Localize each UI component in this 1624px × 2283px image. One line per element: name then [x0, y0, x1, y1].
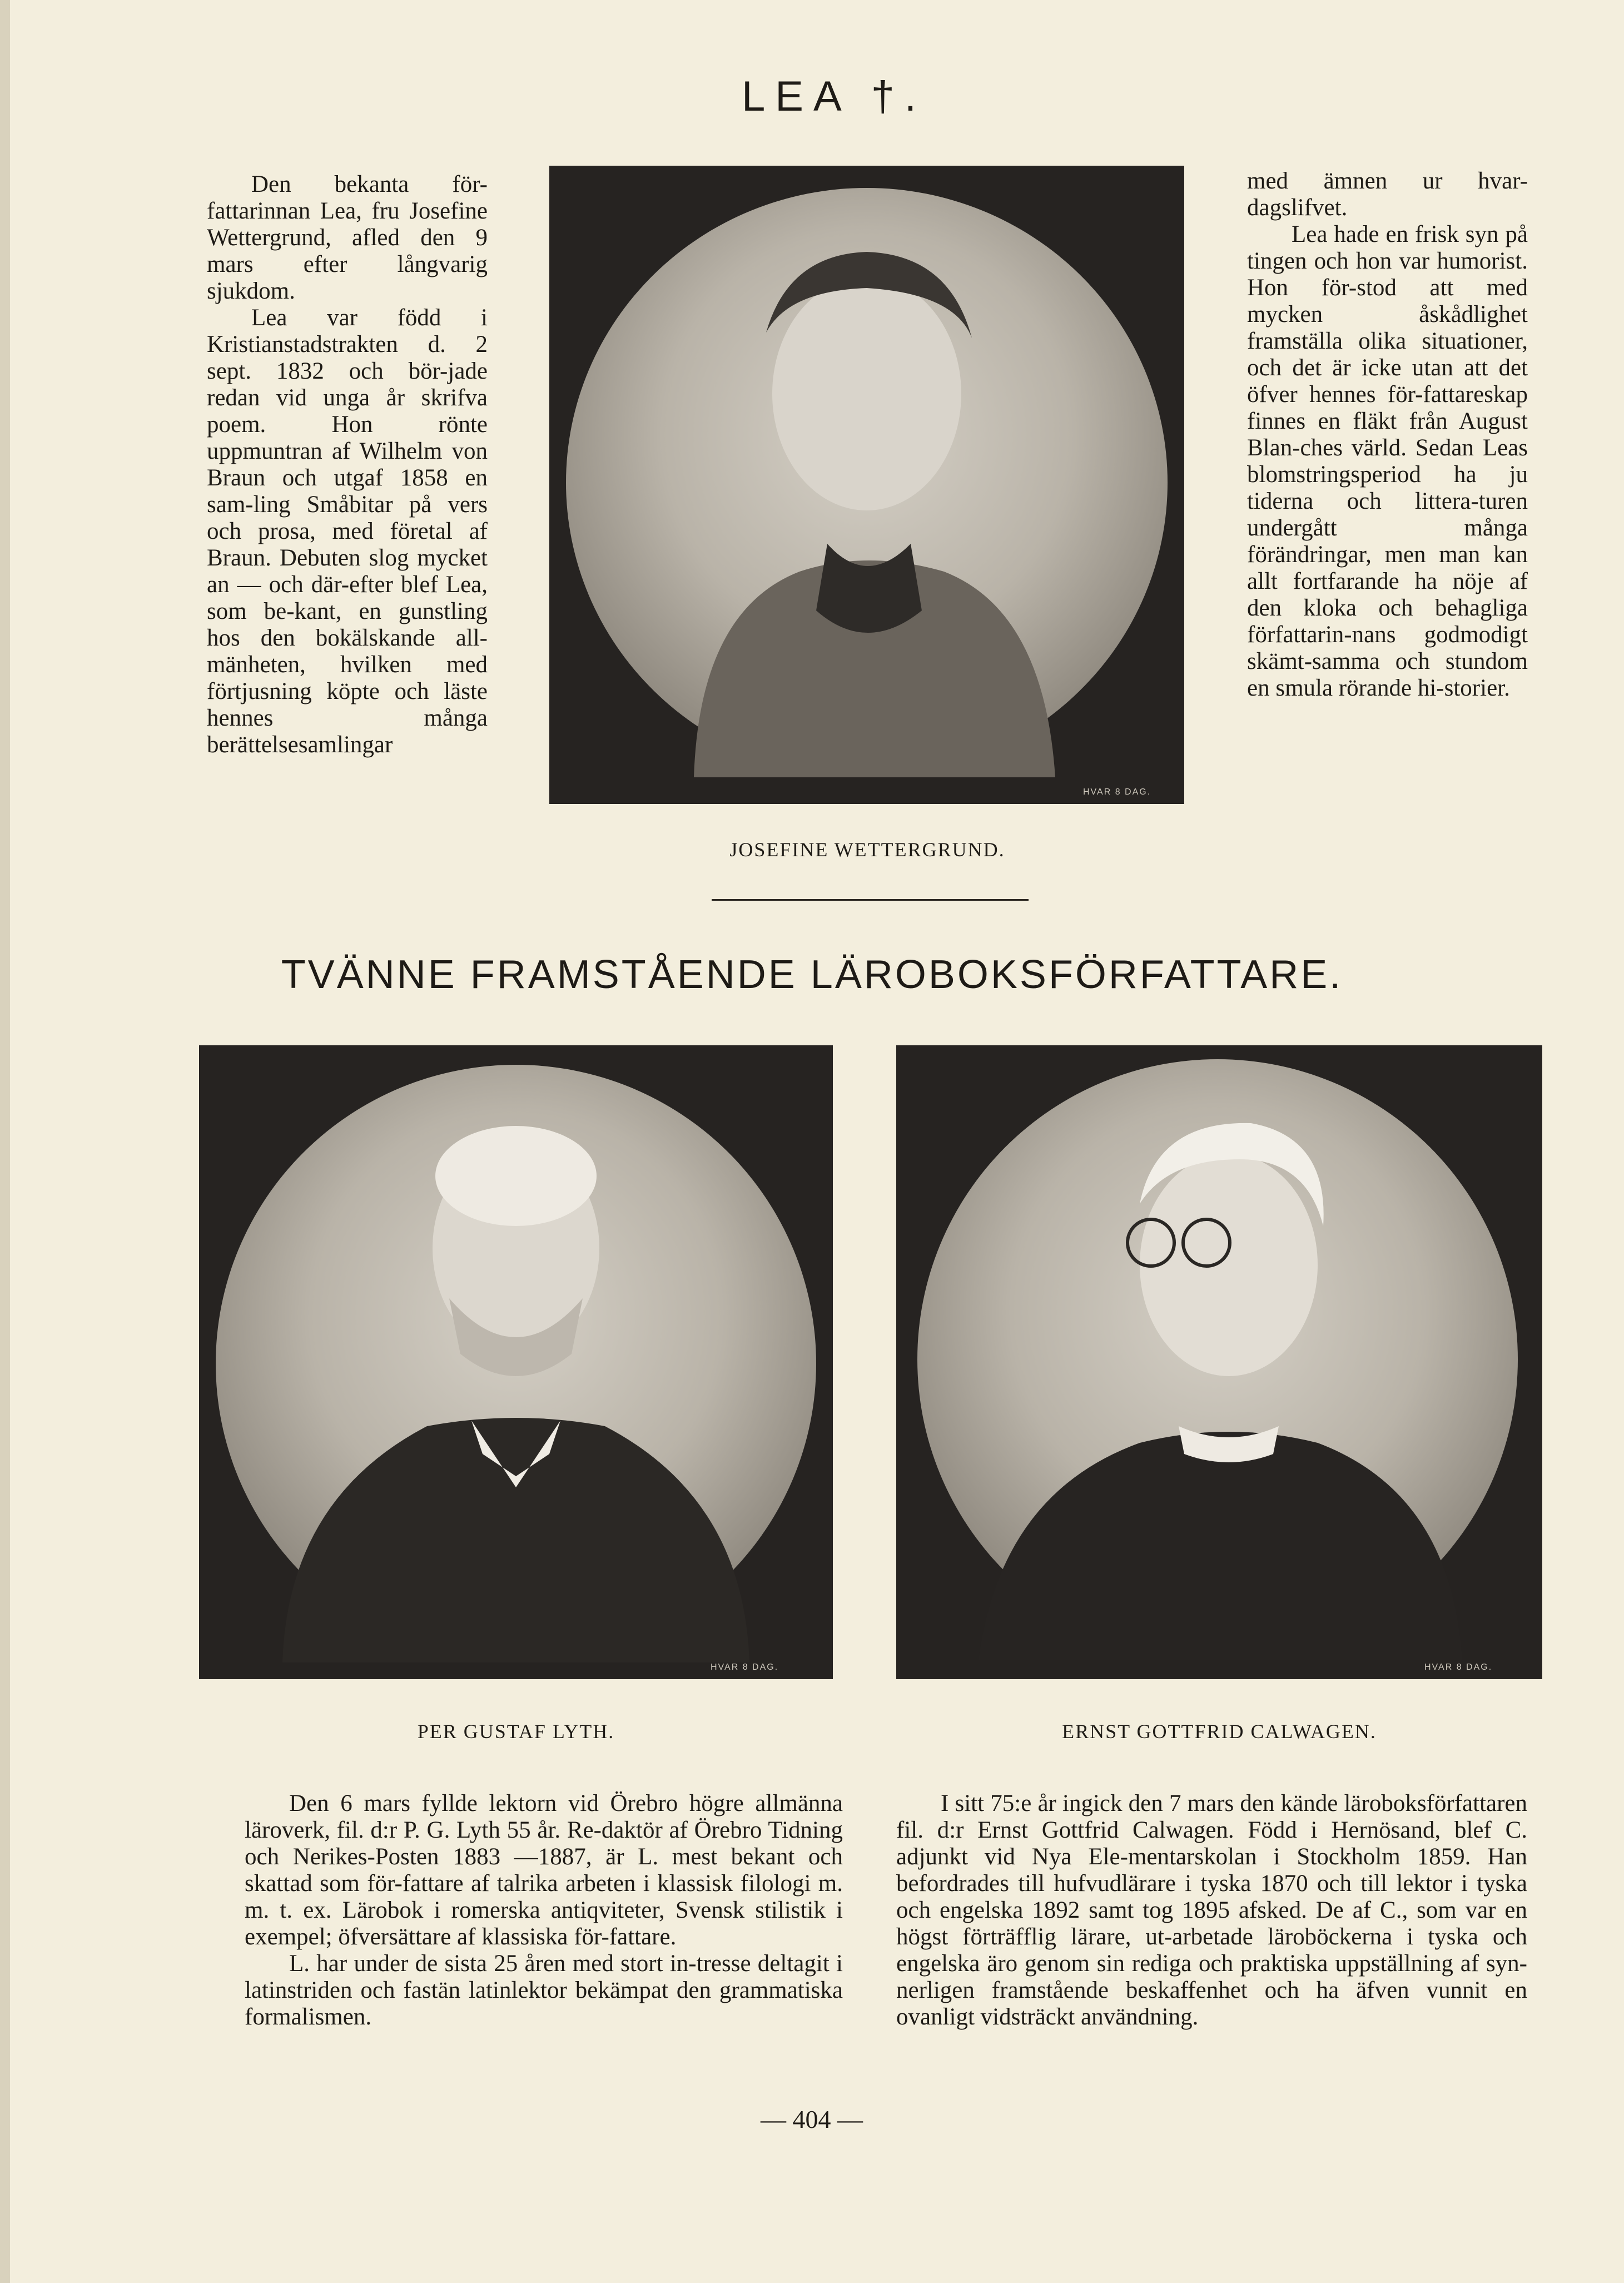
page-header-title: LEA †.: [742, 73, 926, 120]
calwagen-portrait-frame: [896, 1045, 1542, 1679]
lea-portrait-figure: [566, 188, 1168, 777]
calwagen-portrait-figure: [917, 1059, 1518, 1660]
lyth-portrait-photo: [216, 1065, 816, 1662]
lyth-caption: PER GUSTAF LYTH.: [417, 1720, 615, 1743]
lyth-portrait-frame: [199, 1045, 833, 1679]
lea-photo-credit: HVAR 8 DAG.: [1083, 787, 1151, 797]
calwagen-text-column: [896, 1790, 1527, 2031]
calwagen-paragraph: I sitt 75:e år ingick den 7 mars den kände läroboksförfattaren fil. d:r Ernst Gottfrid Calwagen. Född i Hernösand, blef C. adjunkt vid Nya Ele-mentarskolan i Stockholm 1859. Han befordrades till hufvudlärare i tyska 1870 och till lektor i tyska och engelska 1892 samt tog 1895 afsked. De af C., som var en högst förträfflig lärare, ut-arbetade läroböckerna i tyska och engelska äro genom sin rediga och praktiska uppställning af syn-nerligen framstående beskaffenhet och ha äfven vunnit en ovanligt vidsträckt användning.: [896, 1790, 1527, 2030]
lea-caption: JOSEFINE WETTERGRUND.: [729, 838, 1005, 861]
calwagen-photo-credit: HVAR 8 DAG.: [1424, 1662, 1493, 1672]
lyth-paragraph: Den 6 mars fyllde lektorn vid Örebro högre allmänna läroverk, fil. d:r P. G. Lyth 55 år. Re-daktör af Örebro Tidning och Nerikes-Posten 1883 —1887, är L. mest bekant och skattad som för-fattare af talrika arbeten i klassisk filologi m. m. t. ex. Lärobok i romerska antiqviteter, Svensk stilistik i exempel; öfversättare af klassiska för-fattare.: [245, 1790, 843, 1950]
lea-left-column: [207, 171, 488, 758]
section-heading: TVÄNNE FRAMSTÅENDE LÄROBOKSFÖRFATTARE.: [281, 952, 1343, 997]
page-edge: [0, 0, 10, 2283]
lyth-text-column: [245, 1790, 843, 2031]
calwagen-caption: ERNST GOTTFRID CALWAGEN.: [1062, 1720, 1377, 1743]
lea-paragraph: Lea var född i Kristianstadstrakten d. 2 sept. 1832 och bör-jade redan vid unga år skrifva poem. Hon rönte uppmuntran af Wilhelm von Braun och utgaf 1858 en sam-ling Småbitar på vers och prosa, med företal af Braun. Debuten slog mycket an — och där-efter blef Lea, som be-kant, en gunstling hos den bokälskande all-mänheten, hvilken med förtjusning köpte och läste hennes många berättelsesamlingar: [207, 305, 488, 758]
lea-portrait-photo: [566, 188, 1168, 777]
section-divider: [712, 899, 1029, 901]
lea-right-column: [1247, 168, 1528, 702]
calwagen-portrait-photo: [917, 1059, 1518, 1660]
page-number: — 404 —: [761, 2105, 863, 2133]
lea-paragraph: Lea hade en frisk syn på tingen och hon var humorist. Hon för-stod att med mycken åskådlighet framställa olika situationer, och det är icke utan att det öfver hennes för-fattareskap finnes en fläkt från August Blan-ches värld. Sedan Leas blomstringsperiod ha ju tiderna och littera-turen undergått många förändringar, men man kan allt fortfarande ha nöje af den kloka och behagliga författarin-nans godmodigt skämt-samma och stundom en smula rörande hi-storier.: [1247, 221, 1528, 701]
lyth-paragraph: L. har under de sista 25 åren med stort in-tresse deltagit i latinstriden och fastän latinlektor bekämpat den grammatiska formalismen.: [245, 1951, 843, 2030]
lyth-portrait-figure: [216, 1065, 816, 1662]
lyth-photo-credit: HVAR 8 DAG.: [711, 1662, 779, 1672]
lea-portrait-frame: [549, 166, 1184, 804]
lea-paragraph: Den bekanta för-fattarinnan Lea, fru Josefine Wettergrund, afled den 9 mars efter långvarig sjukdom.: [207, 171, 488, 304]
lea-paragraph: med ämnen ur hvar-dagslifvet.: [1247, 168, 1528, 221]
